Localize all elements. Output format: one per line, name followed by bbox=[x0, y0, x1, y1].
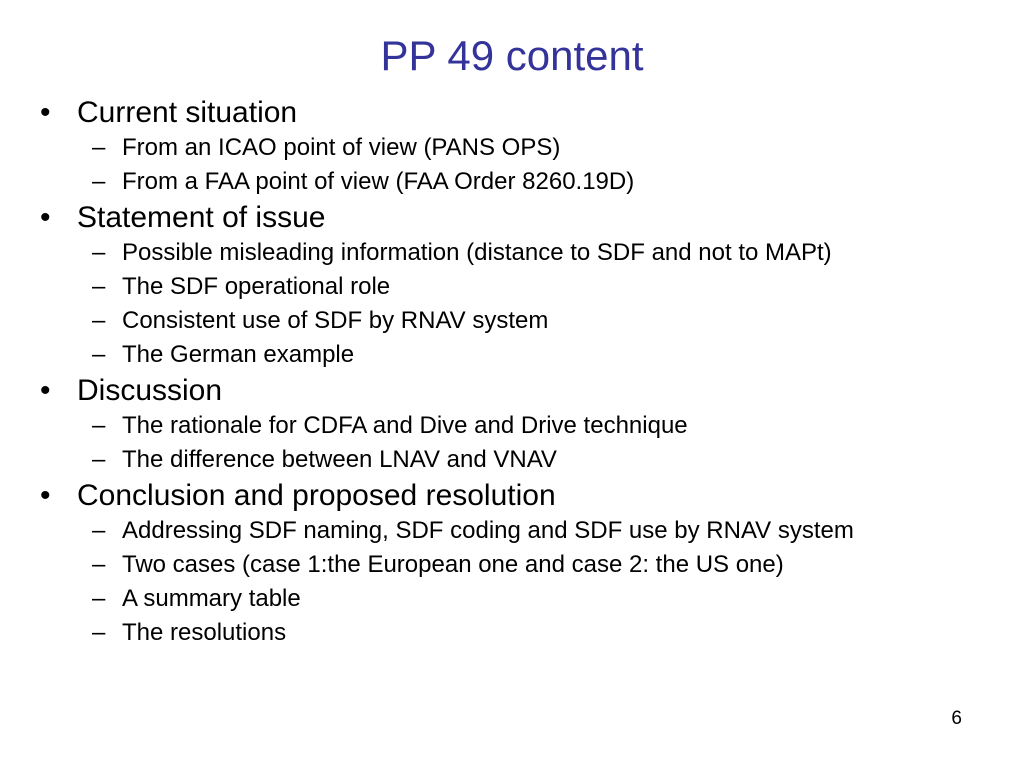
bullet-item bbox=[40, 95, 1010, 131]
dash-marker: – bbox=[92, 273, 106, 300]
bullet-marker: • bbox=[40, 479, 51, 512]
sub-item bbox=[40, 338, 1010, 372]
sub-item-text: The German example bbox=[122, 341, 355, 368]
bullet-item bbox=[40, 373, 1010, 409]
sub-item-text: Consistent use of SDF by RNAV system bbox=[122, 307, 549, 334]
sub-item bbox=[40, 443, 1010, 477]
dash-marker: – bbox=[92, 446, 106, 473]
sub-item bbox=[40, 616, 1010, 650]
sub-item bbox=[40, 236, 1010, 270]
bullet-marker: • bbox=[40, 96, 51, 129]
sub-item-text: A summary table bbox=[122, 585, 301, 612]
sub-item-text: The SDF operational role bbox=[122, 273, 391, 300]
sub-item-text: The resolutions bbox=[122, 619, 287, 646]
bullet-item bbox=[40, 200, 1010, 236]
dash-marker: – bbox=[92, 517, 106, 544]
sub-item-text: From a FAA point of view (FAA Order 8260.19D) bbox=[122, 168, 635, 195]
sub-item bbox=[40, 165, 1010, 199]
dash-marker: – bbox=[92, 412, 106, 439]
dash-marker: – bbox=[92, 619, 106, 646]
sub-item-text: The difference between LNAV and VNAV bbox=[122, 446, 557, 473]
slide-title: PP 49 content bbox=[380, 32, 644, 79]
bullet-marker: • bbox=[40, 201, 51, 234]
sub-item bbox=[40, 514, 1010, 548]
bullet-marker: • bbox=[40, 374, 51, 407]
sub-item-text: Addressing SDF naming, SDF coding and SDF use by RNAV system bbox=[122, 517, 854, 544]
dash-marker: – bbox=[92, 134, 106, 161]
bullet-text: Statement of issue bbox=[77, 201, 326, 234]
page-number: 6 bbox=[951, 708, 962, 729]
bullet-text: Discussion bbox=[77, 374, 223, 407]
sub-item bbox=[40, 270, 1010, 304]
bullet-text: Conclusion and proposed resolution bbox=[77, 479, 556, 512]
bullet-item bbox=[40, 478, 1010, 514]
sub-list bbox=[40, 409, 1010, 477]
dash-marker: – bbox=[92, 585, 106, 612]
dash-marker: – bbox=[92, 307, 106, 334]
sub-item bbox=[40, 548, 1010, 582]
bullet-text: Current situation bbox=[77, 96, 298, 129]
sub-item bbox=[40, 304, 1010, 338]
sub-list bbox=[40, 514, 1010, 650]
slide-content bbox=[40, 95, 1010, 651]
sub-item-text: Two cases (case 1:the European one and case 2: the US one) bbox=[122, 551, 784, 578]
dash-marker: – bbox=[92, 341, 106, 368]
sub-item bbox=[40, 409, 1010, 443]
sub-list bbox=[40, 131, 1010, 199]
sub-item-text: Possible misleading information (distance to SDF and not to MAPt) bbox=[122, 239, 832, 266]
sub-list bbox=[40, 236, 1010, 372]
sub-item-text: The rationale for CDFA and Dive and Drive technique bbox=[122, 412, 688, 439]
sub-item bbox=[40, 582, 1010, 616]
sub-item bbox=[40, 131, 1010, 165]
sub-item-text: From an ICAO point of view (PANS OPS) bbox=[122, 134, 561, 161]
dash-marker: – bbox=[92, 168, 106, 195]
dash-marker: – bbox=[92, 239, 106, 266]
dash-marker: – bbox=[92, 551, 106, 578]
